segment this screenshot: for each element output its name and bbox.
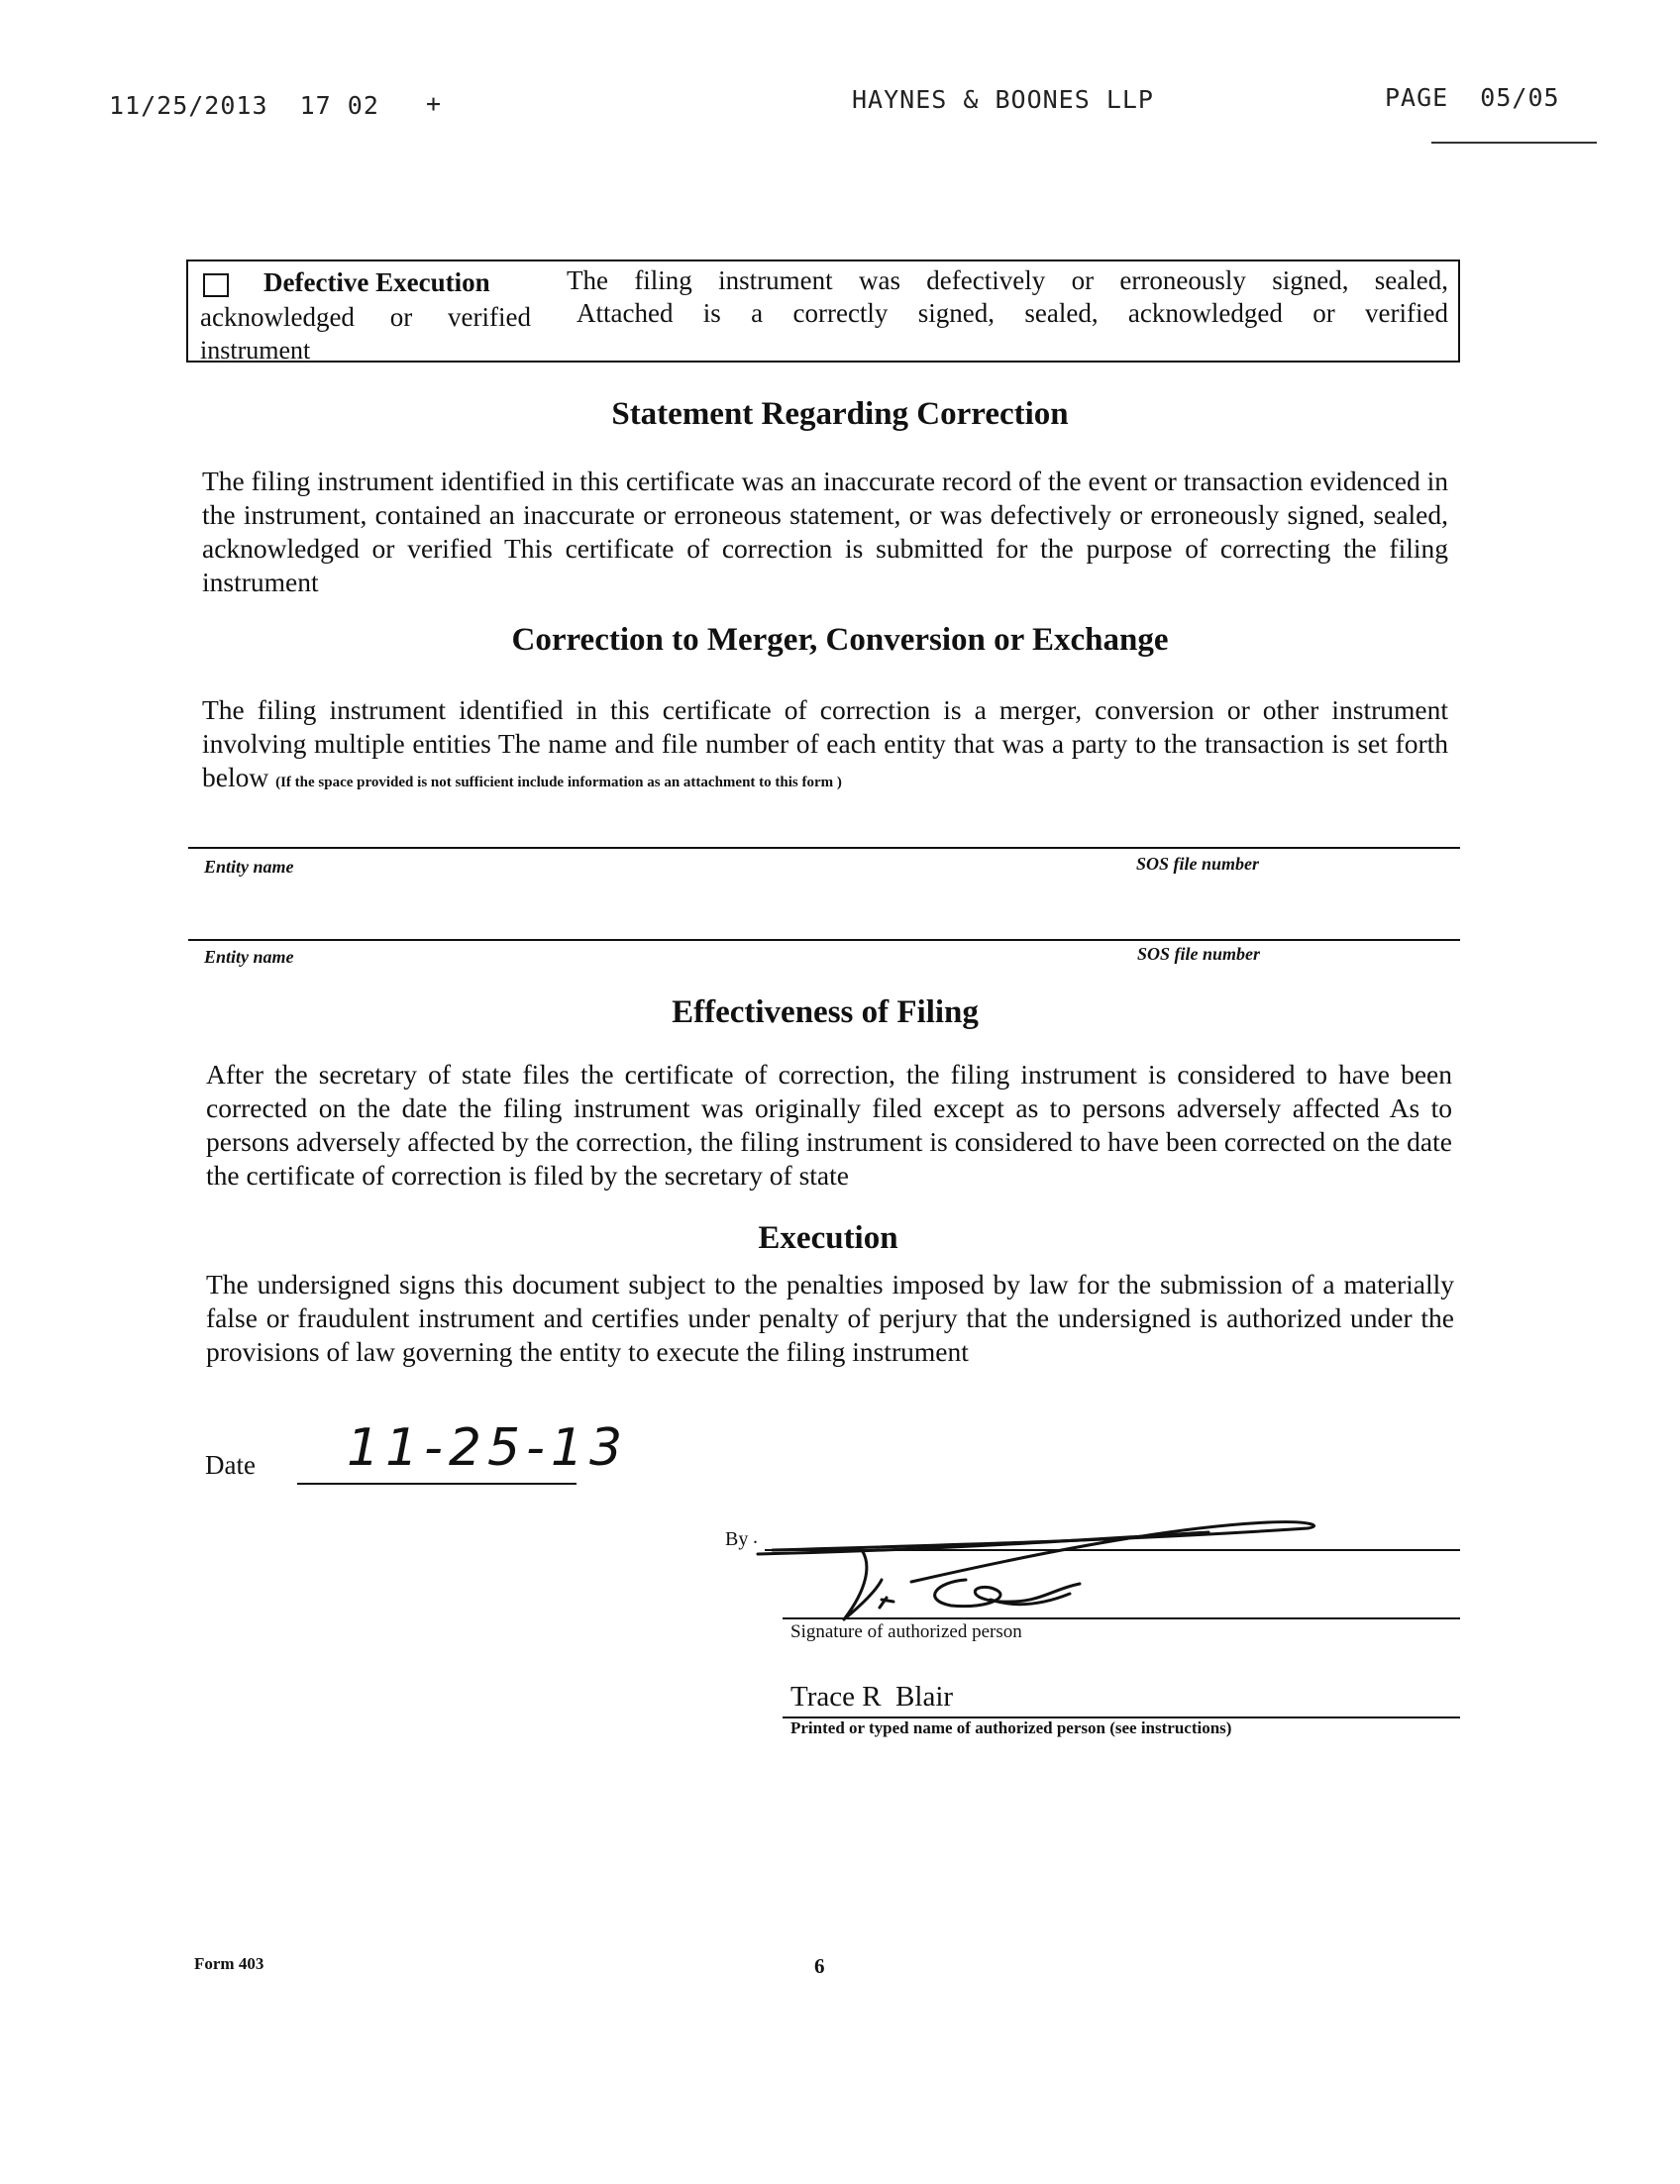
defective-execution-left-line2: acknowledged or verified — [200, 302, 531, 332]
defective-execution-title: Defective Execution — [263, 267, 490, 297]
fax-firm: HAYNES & BOONES LLP — [852, 85, 1154, 114]
entity-name-label-2: Entity name — [204, 947, 294, 967]
entity-line-1 — [188, 847, 1460, 849]
merger-body-text: The filing instrument identified in this certificate of correction is a merger, conversion or other instrument involving multiple entities The name and file number of each entity that was a party to the transaction is set forth below — [202, 694, 1448, 792]
entity-line-2 — [188, 939, 1460, 941]
fax-plus: + — [426, 89, 443, 118]
effectiveness-body: After the secretary of state files the certificate of correction, the filing instrument is considered to have been corrected on the date the filing instrument was originally filed except as to persons adversely affected As to persons adversely affected by the correction, the filing instrument is considered to have been corrected on the date the certificate of correction is filed by the secretary of state — [206, 1059, 1452, 1191]
page-number: 6 — [814, 1954, 825, 1978]
form-number: Form 403 — [194, 1954, 264, 1973]
date-line — [297, 1483, 577, 1485]
statement-heading: Statement Regarding Correction — [611, 396, 1069, 432]
fax-header-rule — [1431, 142, 1597, 144]
merger-note: (If the space provided is not sufficient include information as an attachment to this form ) — [275, 775, 842, 790]
fax-datetime: 11/25/2013 17 02 — [109, 91, 379, 120]
execution-body: The undersigned signs this document subject to the penalties imposed by law for the submission of a materially false or fraudulent instrument and certifies under penalty of perjury that the undersigned is authorized under the provisions of law governing the entity to execute the filing instrument — [206, 1269, 1454, 1367]
defective-execution-checkbox[interactable] — [203, 273, 229, 297]
signature-line — [783, 1617, 1460, 1619]
entity-name-label-1: Entity name — [204, 857, 294, 877]
effectiveness-heading: Effectiveness of Filing — [672, 994, 979, 1030]
merger-heading: Correction to Merger, Conversion or Exchange — [511, 622, 1169, 658]
printed-name: Trace R Blair — [790, 1681, 954, 1713]
execution-heading: Execution — [758, 1220, 898, 1256]
merger-body — [202, 693, 1448, 799]
date-value: 11-25-13 — [347, 1418, 629, 1478]
signature-image — [753, 1510, 1327, 1629]
by-label: By — [725, 1528, 749, 1550]
defective-execution-right-line2: Attached is a correctly signed, sealed, acknowledged or verified — [577, 298, 1448, 328]
defective-execution-left-line3: instrument — [200, 336, 311, 364]
fax-page: PAGE 05/05 — [1385, 83, 1560, 112]
printed-name-caption: Printed or typed name of authorized person (see instructions) — [790, 1718, 1232, 1737]
defective-execution-desc-line1: The filing instrument was defectively or erroneously signed, sealed, — [567, 265, 1448, 295]
sos-file-label-2: SOS file number — [1137, 944, 1261, 964]
sos-file-label-1: SOS file number — [1136, 854, 1260, 874]
date-label: Date — [205, 1450, 256, 1480]
signature-caption: Signature of authorized person — [790, 1621, 1022, 1642]
by-colon: . — [753, 1526, 758, 1548]
statement-body: The filing instrument identified in this certificate was an inaccurate record of the event or transaction evidenced in the instrument, contained an inaccurate or erroneous statement, or was defectively or erroneously signed, sealed, acknowledged or verified This certificate of correction is submitted for the purpose of correcting the filing instrument — [202, 466, 1448, 597]
